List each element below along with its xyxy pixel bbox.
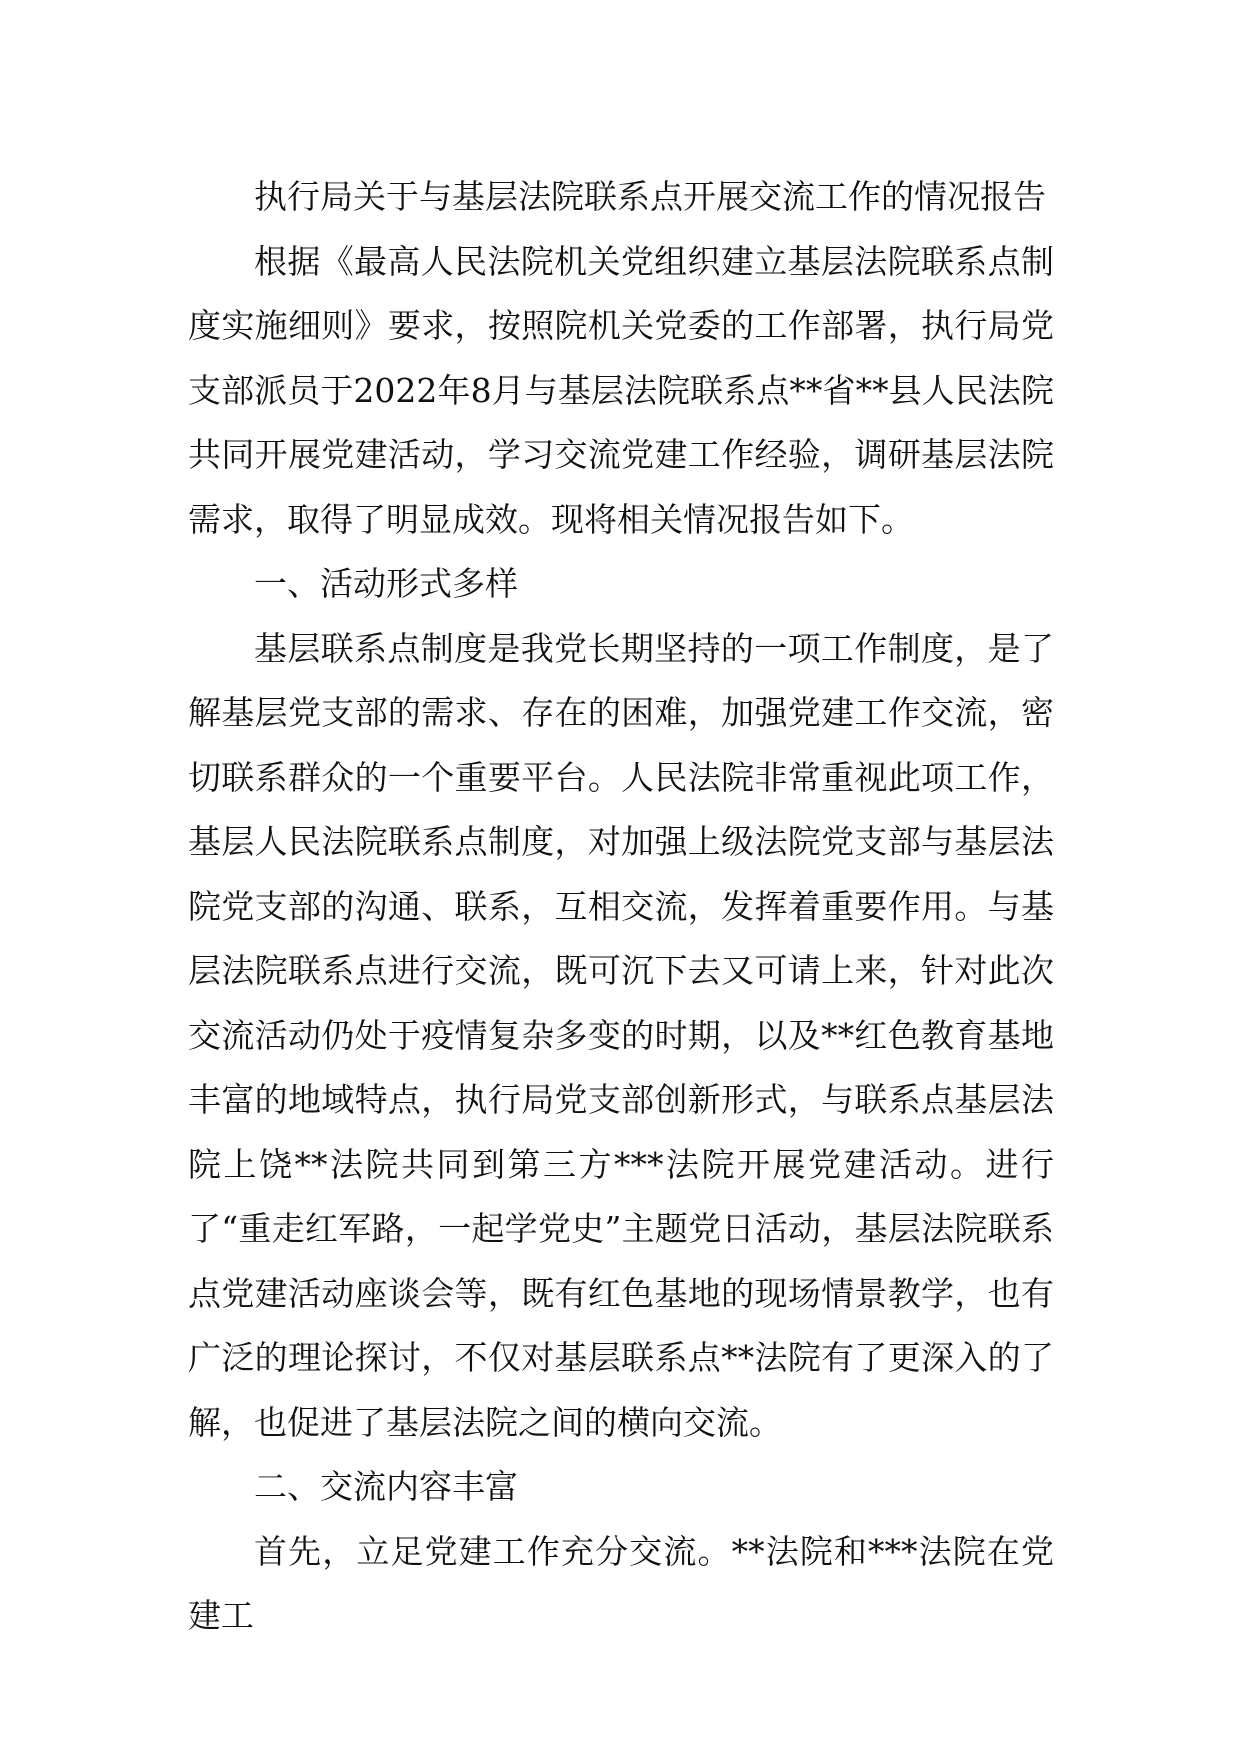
section-heading-2: 二、交流内容丰富 xyxy=(254,1467,518,1506)
document-title: 执行局关于与基层法院联系点开展交流工作的情况报告 xyxy=(254,177,1046,216)
section-2-paragraph: 首先，立足党建工作充分交流。**法院和***法院在党建工 xyxy=(188,1531,1054,1635)
intro-paragraph: 根据《最高人民法院机关党组织建立基层法院联系点制度实施细则》要求，按照院机关党委的工作部署，执行局党支部派员于2022年8月与基层法院联系点**省**县人民法院共同开展党建活动，学习交流党建工作经验，调研基层法院需求，取得了明显成效。现将相关情况报告如下。 xyxy=(188,241,1054,539)
section-1-paragraph: 基层联系点制度是我党长期坚持的一项工作制度，是了解基层党支部的需求、存在的困难，加强党建工作交流，密切联系群众的一个重要平台。人民法院非常重视此项工作，基层人民法院联系点制度，对加强上级法院党支部与基层法院党支部的沟通、联系，互相交流，发挥着重要作用。与基层法院联系点进行交流，既可沉下去又可请上来，针对此次交流活动仍处于疫情复杂多变的时期，以及**红色教育基地丰富的地域特点，执行局党支部创新形式，与联系点基层法院上饶**法院共同到第三方***法院开展党建活动。进行了“重走红军路，一起学党史”主题党日活动，基层法院联系点党建活动座谈会等，既有红色基地的现场情景教学，也有广泛的理论探讨，不仅对基层联系点**法院有了更深入的了解，也促进了基层法院之间的横向交流。 xyxy=(188,628,1054,1442)
section-heading-1: 一、活动形式多样 xyxy=(254,564,518,603)
document-page xyxy=(188,165,1054,1649)
